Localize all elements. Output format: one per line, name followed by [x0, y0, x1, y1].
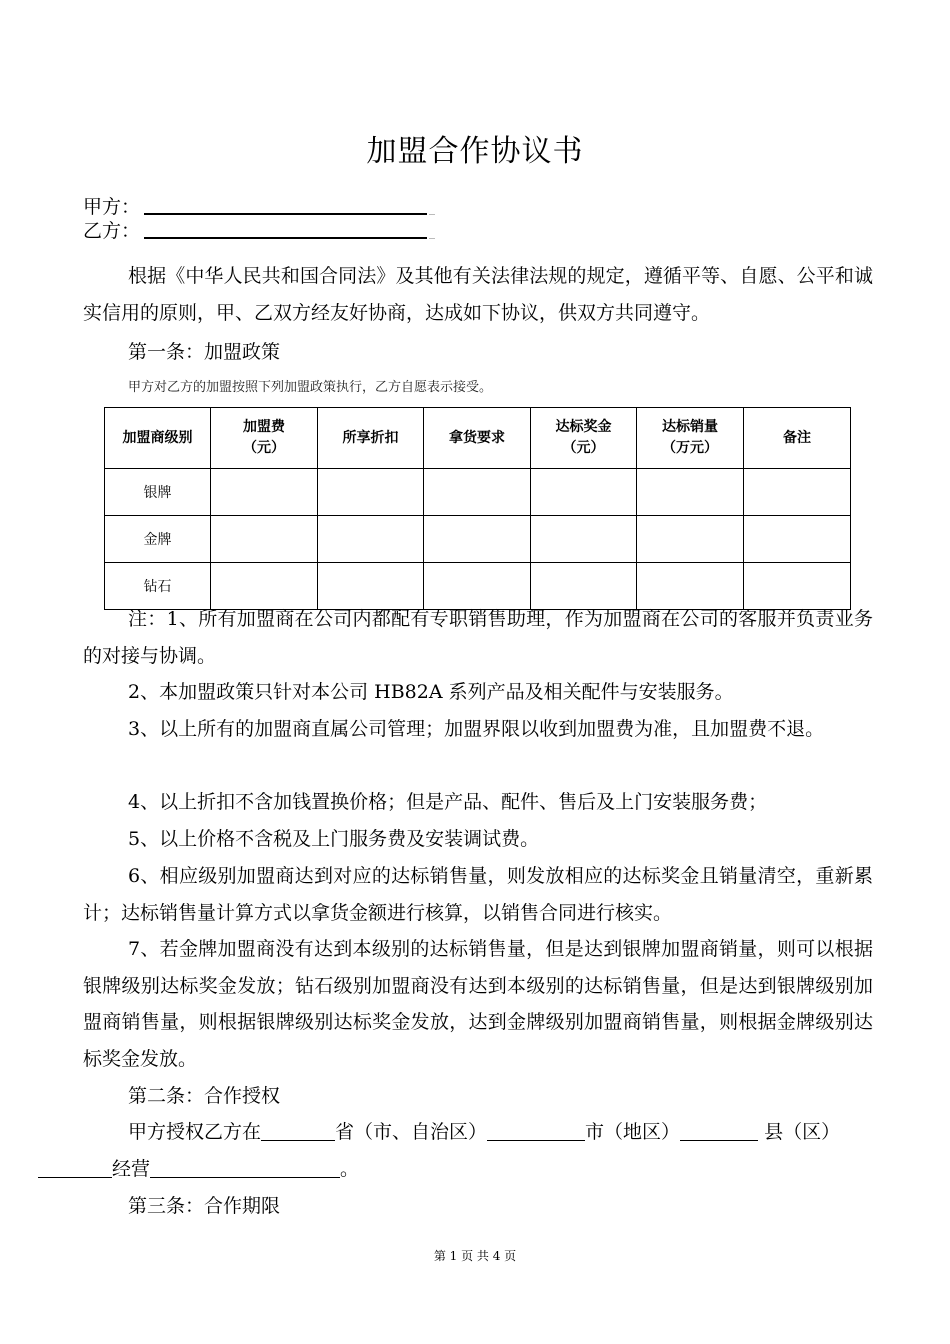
table-cell[interactable]: [211, 469, 318, 516]
table-row: [105, 516, 851, 563]
note-6: 6、相应级别加盟商达到对应的达标销售量，则发放相应的达标奖金且销量清空，重新累计；达标销售量计算方式以拿货金额进行核算，以销售合同进行核实。: [83, 865, 873, 924]
article3-heading: 第三条：合作期限: [128, 1195, 281, 1217]
header-level: 加盟商级别: [105, 408, 211, 469]
table-cell[interactable]: [637, 469, 744, 516]
note-7: 7、若金牌加盟商没有达到本级别的达标销售量，但是达到银牌加盟商销量，则可以根据银牌级别达标奖金发放；钻石级别加盟商没有达到本级别的达标销售量，但是达到银牌级别加盟商销售量，则根据银牌级别达标奖金发放，达到金牌级别加盟商销售量，则根据金牌级别达标奖金发放。: [83, 938, 873, 1070]
table-cell[interactable]: [637, 516, 744, 563]
note-2: 2、本加盟政策只针对本公司 HB82A 系列产品及相关配件与安装服务。: [128, 681, 734, 703]
header-pickup-requirement: 拿货要求: [424, 408, 531, 469]
auth-line-2: [83, 1151, 359, 1188]
level-cell: 金牌: [105, 516, 211, 563]
auth-text-1: 甲方授权乙方在: [128, 1121, 262, 1143]
table-cell[interactable]: [744, 469, 851, 516]
article2-heading: 第二条：合作授权: [128, 1085, 281, 1107]
authorization-paragraph: [83, 1114, 873, 1187]
auth-text-4: 县（区）: [758, 1121, 841, 1143]
table-cell[interactable]: [744, 516, 851, 563]
header-remarks: 备注: [744, 408, 851, 469]
note-3: 3、以上所有的加盟商直属公司管理；加盟界限以收到加盟费为准，且加盟费不退。: [128, 718, 825, 740]
table-header-row: [105, 408, 851, 469]
business-scope-blank[interactable]: [150, 1159, 340, 1178]
table-cell[interactable]: [424, 516, 531, 563]
header-bonus: 达标奖金 （元）: [531, 408, 637, 469]
auth-text-3: 市（地区）: [585, 1121, 681, 1143]
city-blank[interactable]: [487, 1122, 585, 1141]
note-4: 4、以上折扣不含加钱置换价格；但是产品、配件、售后及上门安装服务费；: [128, 791, 768, 813]
intro-paragraph: 根据《中华人民共和国合同法》及其他有关法律法规的规定，遵循平等、自愿、公平和诚实信用的原则，甲、乙双方经友好协商，达成如下协议，供双方共同遵守。: [83, 265, 873, 324]
header-fee: 加盟费 （元）: [211, 408, 318, 469]
table-cell[interactable]: [531, 516, 637, 563]
note-1: 注：1、所有加盟商在公司内都配有专职销售助理，作为加盟商在公司的客服并负责业务的对接与协调。: [83, 608, 873, 667]
party-b-blank[interactable]: [144, 219, 427, 239]
page-footer: 第 1 页 共 4 页: [433, 1249, 517, 1263]
auth-text-6: 。: [340, 1157, 360, 1180]
table-cell[interactable]: [211, 516, 318, 563]
table-cell[interactable]: [424, 469, 531, 516]
party-a-line: [83, 195, 427, 219]
document-title: 加盟合作协议书: [366, 134, 584, 169]
note-5: 5、以上价格不含税及上门服务费及安装调试费。: [128, 828, 540, 850]
table-cell[interactable]: [318, 516, 424, 563]
header-sales-target: 达标销量 （万元）: [637, 408, 744, 469]
county-blank[interactable]: [680, 1122, 758, 1141]
auth-text-5: 经营: [112, 1157, 151, 1180]
table-row: [105, 469, 851, 516]
district-blank[interactable]: [38, 1159, 112, 1178]
party-a-blank[interactable]: [144, 195, 427, 215]
party-b-line: [83, 219, 427, 243]
auth-text-2: 省（市、自治区）: [335, 1121, 488, 1143]
party-b-label: 乙方：: [83, 220, 141, 242]
header-discount: 所享折扣: [318, 408, 424, 469]
level-cell: 钻石: [105, 563, 211, 610]
province-blank[interactable]: [261, 1122, 335, 1141]
article1-heading: 第一条：加盟政策: [128, 341, 281, 363]
level-cell: 银牌: [105, 469, 211, 516]
party-a-label: 甲方：: [83, 196, 141, 218]
article1-subnote: 甲方对乙方的加盟按照下列加盟政策执行，乙方自愿表示接受。: [128, 380, 493, 395]
policy-table: [104, 407, 851, 610]
table-cell[interactable]: [318, 469, 424, 516]
table-cell[interactable]: [531, 469, 637, 516]
